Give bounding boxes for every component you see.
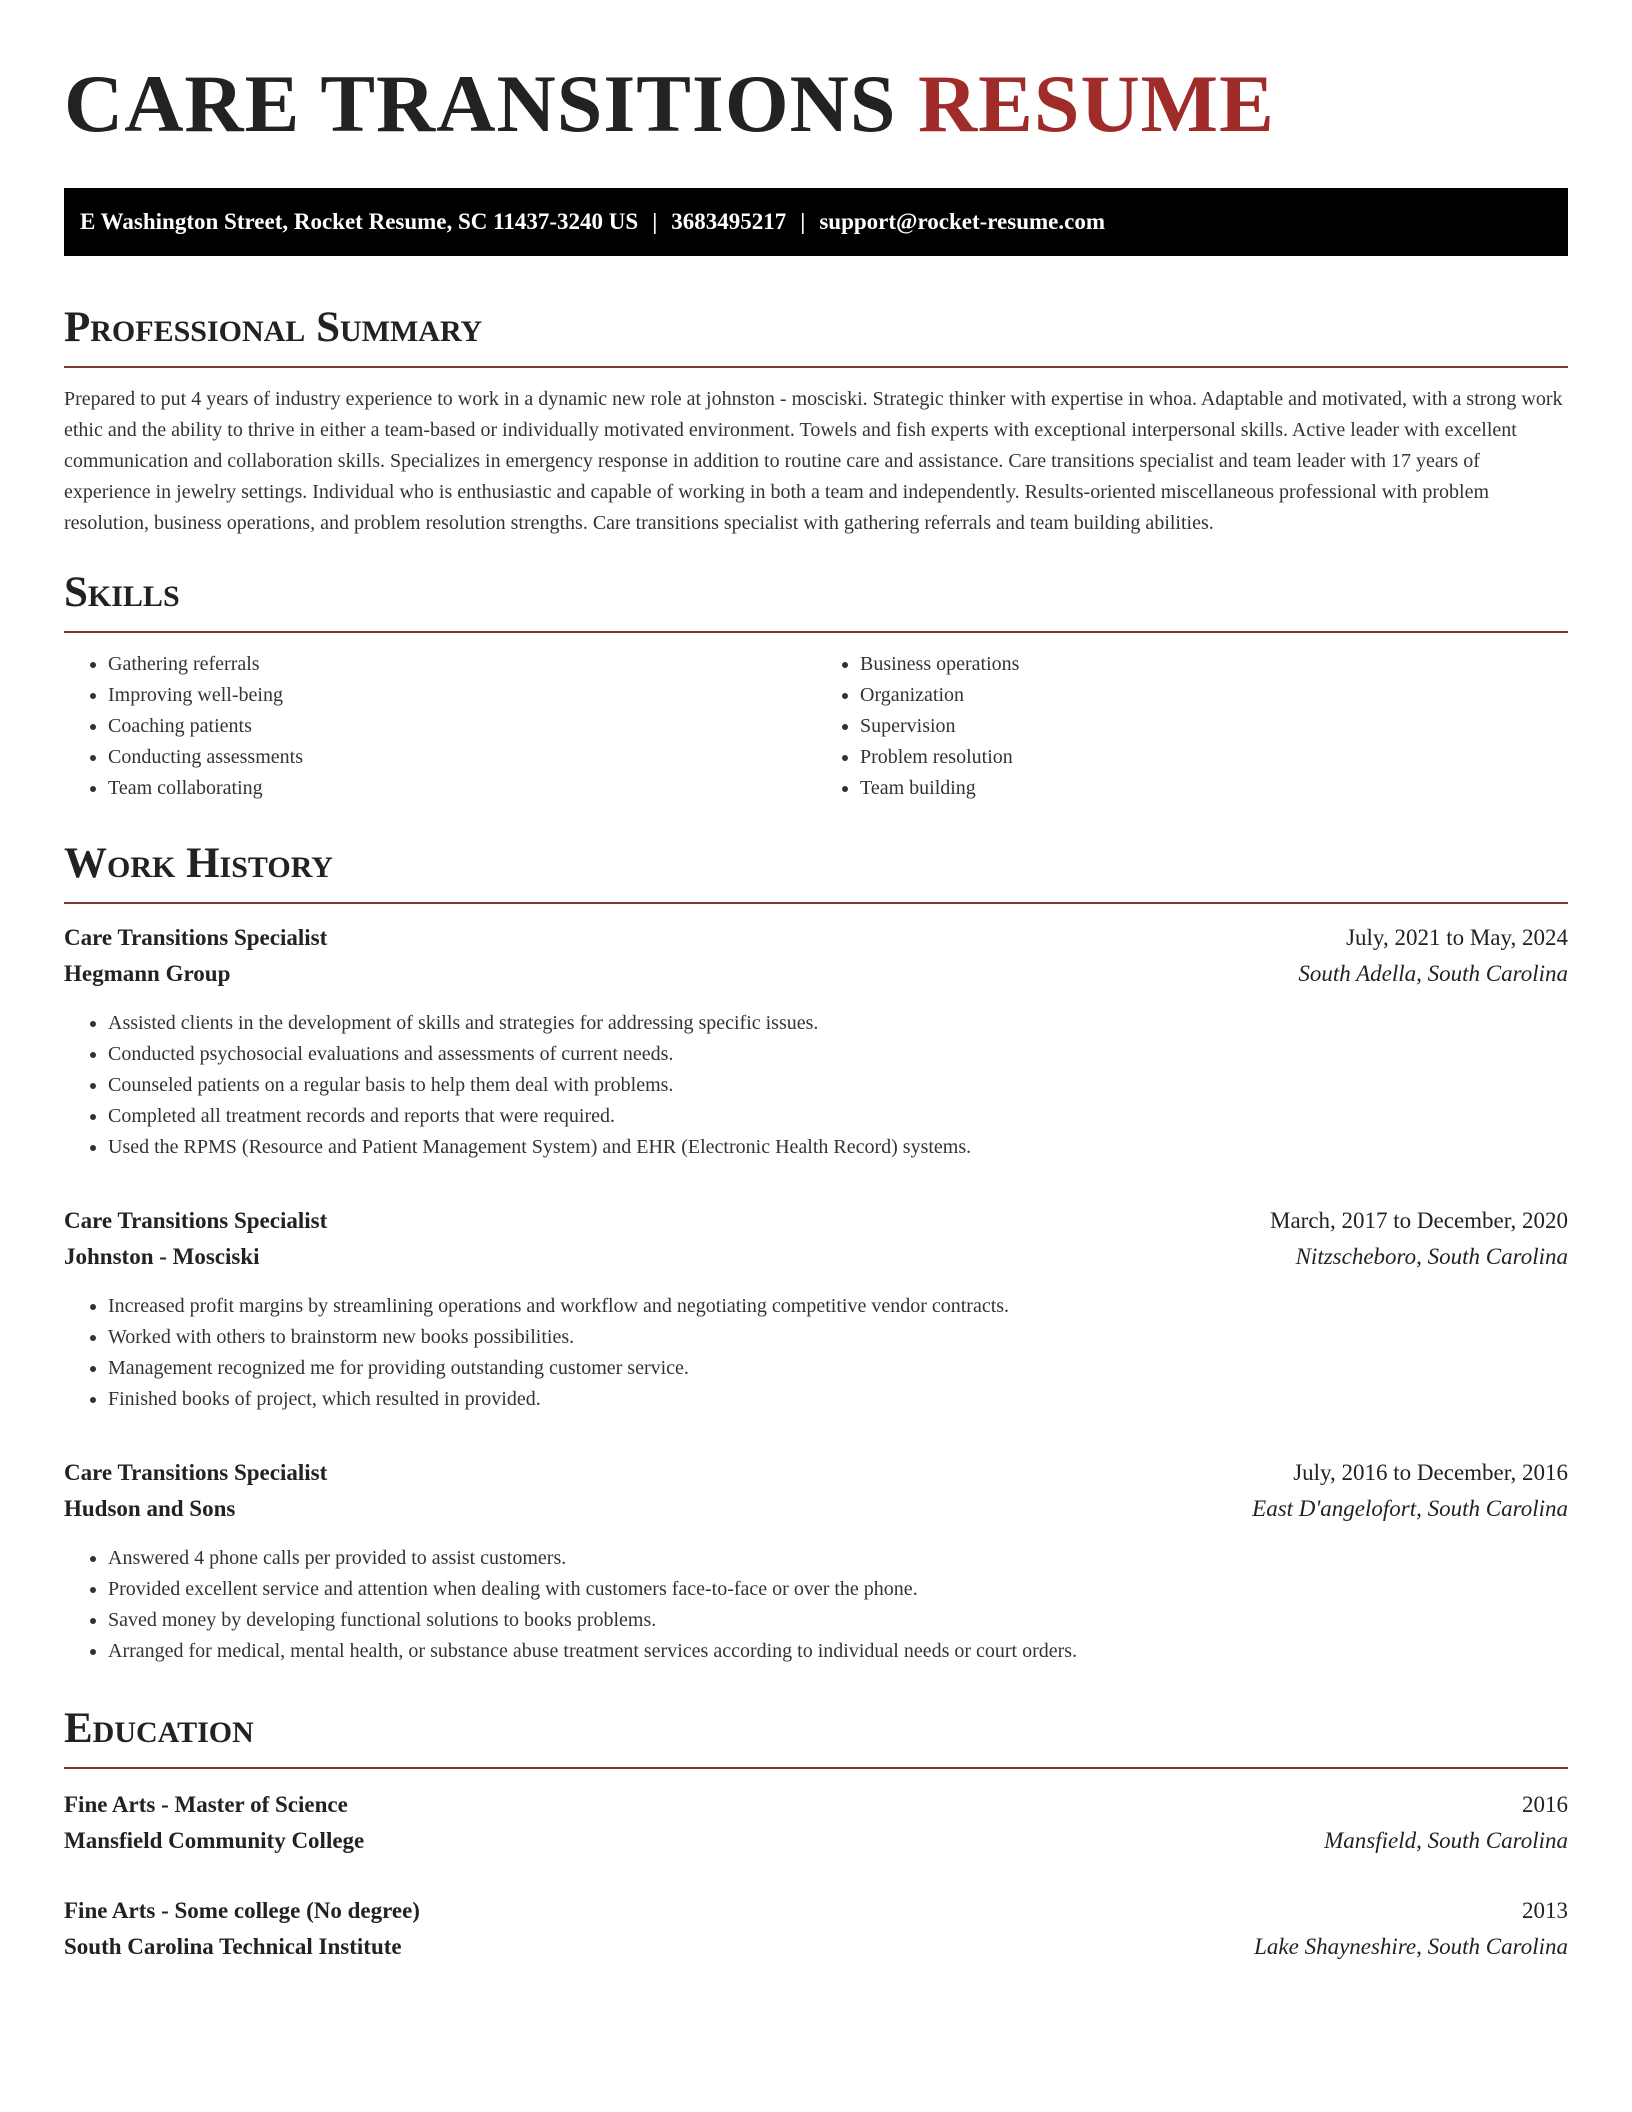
- section-divider: [64, 1767, 1568, 1769]
- skill-item: • Business operations: [860, 649, 1568, 680]
- contact-address: E Washington Street, Rocket Resume, SC 11437-3240 US: [80, 209, 639, 234]
- job-header-row: [64, 1455, 1568, 1491]
- job-company: Johnston - Mosciski: [64, 1244, 260, 1269]
- skill-item: • Team collaborating: [108, 773, 816, 804]
- education-entry: [64, 1893, 1568, 1965]
- skill-item: • Improving well-being: [108, 680, 816, 711]
- skill-item: • Coaching patients: [108, 711, 816, 742]
- job-title: Care Transitions Specialist: [64, 925, 328, 950]
- job-dates: July, 2016 to December, 2016: [1293, 1460, 1568, 1485]
- skill-item: • Team building: [860, 773, 1568, 804]
- skill-item: • Organization: [860, 680, 1568, 711]
- summary-heading: Professional Summary: [64, 304, 483, 351]
- job-bullet: • Answered 4 phone calls per provided to assist customers.: [108, 1543, 1568, 1574]
- job-bullet: • Arranged for medical, mental health, or substance abuse treatment services according to individual needs or court orders.: [108, 1636, 1568, 1667]
- skills-column-right: [816, 649, 1568, 804]
- job-bullet: • Used the RPMS (Resource and Patient Management System) and EHR (Electronic Health Record) systems.: [108, 1132, 1568, 1163]
- job-bullets: [64, 1008, 1568, 1163]
- contact-email: support@rocket-resume.com: [819, 209, 1105, 234]
- job-dates: March, 2017 to December, 2020: [1270, 1208, 1568, 1233]
- summary-text: Prepared to put 4 years of industry experience to work in a dynamic new role at johnston - mosciski. Strategic thinker with expertise in whoa. Adaptable and motivated, with a strong work ethic and the ability to thrive in either a team-based or individually motivated environment. Towels and fish experts with exceptional interpersonal skills. Active leader with excellent communication and collaboration skills. Specializes in emergency response in addition to routine care and assistance. Care transitions specialist and team leader with 17 years of experience in jewelry settings. Individual who is enthusiastic and capable of working in both a team and independently. Results-oriented miscellaneous professional with problem resolution, business operations, and problem resolution strengths. Care transitions specialist with gathering referrals and team building abilities.: [64, 388, 1563, 534]
- contact-separator: |: [800, 209, 806, 234]
- contact-separator: |: [652, 209, 658, 234]
- job-bullet: • Counseled patients on a regular basis to help them deal with problems.: [108, 1070, 1568, 1101]
- section-divider: [64, 631, 1568, 633]
- education-school: Mansfield Community College: [64, 1828, 365, 1853]
- job-header-row: [64, 920, 1568, 956]
- job-bullet: • Saved money by developing functional solutions to books problems.: [108, 1605, 1568, 1636]
- resume-title-accent: RESUME: [917, 58, 1275, 149]
- section-divider: [64, 366, 1568, 368]
- work-history-heading: Work History: [64, 840, 333, 887]
- job-title: Care Transitions Specialist: [64, 1208, 328, 1233]
- job-location: East D'angelofort, South Carolina: [1252, 1496, 1568, 1521]
- education-school: South Carolina Technical Institute: [64, 1934, 402, 1959]
- skills-list: [64, 649, 1568, 804]
- education-year: 2016: [1522, 1792, 1568, 1817]
- job-company: Hudson and Sons: [64, 1496, 236, 1521]
- education-school-row: [64, 1929, 1568, 1965]
- job-bullets: [64, 1543, 1568, 1667]
- skill-item: • Conducting assessments: [108, 742, 816, 773]
- education-degree: Fine Arts - Some college (No degree): [64, 1898, 420, 1923]
- section-divider: [64, 902, 1568, 904]
- job-bullet: • Conducted psychosocial evaluations and assessments of current needs.: [108, 1039, 1568, 1070]
- job-company-row: [64, 1239, 1568, 1275]
- job-bullet: • Management recognized me for providing outstanding customer service.: [108, 1353, 1568, 1384]
- education-location: Mansfield, South Carolina: [1324, 1828, 1568, 1853]
- education-location: Lake Shayneshire, South Carolina: [1254, 1934, 1568, 1959]
- education-year: 2013: [1522, 1898, 1568, 1923]
- education-entry: [64, 1787, 1568, 1859]
- job-header-row: [64, 1203, 1568, 1239]
- job-bullet: • Completed all treatment records and reports that were required.: [108, 1101, 1568, 1132]
- skill-item: • Problem resolution: [860, 742, 1568, 773]
- job-company: Hegmann Group: [64, 961, 231, 986]
- skills-column-left: [64, 649, 816, 804]
- skill-item: • Gathering referrals: [108, 649, 816, 680]
- job-bullet: • Increased profit margins by streamlining operations and workflow and negotiating competitive vendor contracts.: [108, 1291, 1568, 1322]
- education-degree-row: [64, 1893, 1568, 1929]
- job-entry: [64, 1203, 1568, 1415]
- job-title: Care Transitions Specialist: [64, 1460, 328, 1485]
- skills-heading: Skills: [64, 569, 180, 616]
- job-bullet: • Worked with others to brainstorm new books possibilities.: [108, 1322, 1568, 1353]
- job-bullet: • Assisted clients in the development of skills and strategies for addressing specific issues.: [108, 1008, 1568, 1039]
- skill-item: • Supervision: [860, 711, 1568, 742]
- job-dates: July, 2021 to May, 2024: [1346, 925, 1568, 950]
- education-heading: Education: [64, 1705, 254, 1752]
- contact-bar: [64, 188, 1568, 256]
- job-bullet: • Finished books of project, which resulted in provided.: [108, 1384, 1568, 1415]
- job-location: South Adella, South Carolina: [1298, 961, 1568, 986]
- job-bullets: [64, 1291, 1568, 1415]
- education-school-row: [64, 1823, 1568, 1859]
- education-degree-row: [64, 1787, 1568, 1823]
- resume-title-main: CARE TRANSITIONS: [64, 58, 897, 149]
- job-company-row: [64, 1491, 1568, 1527]
- job-location: Nitzscheboro, South Carolina: [1295, 1244, 1568, 1269]
- resume-title: [64, 56, 1568, 152]
- job-entry: [64, 1455, 1568, 1667]
- job-company-row: [64, 956, 1568, 992]
- job-entry: [64, 920, 1568, 1163]
- job-bullet: • Provided excellent service and attention when dealing with customers face-to-face or over the phone.: [108, 1574, 1568, 1605]
- education-degree: Fine Arts - Master of Science: [64, 1792, 348, 1817]
- contact-phone: 3683495217: [671, 209, 787, 234]
